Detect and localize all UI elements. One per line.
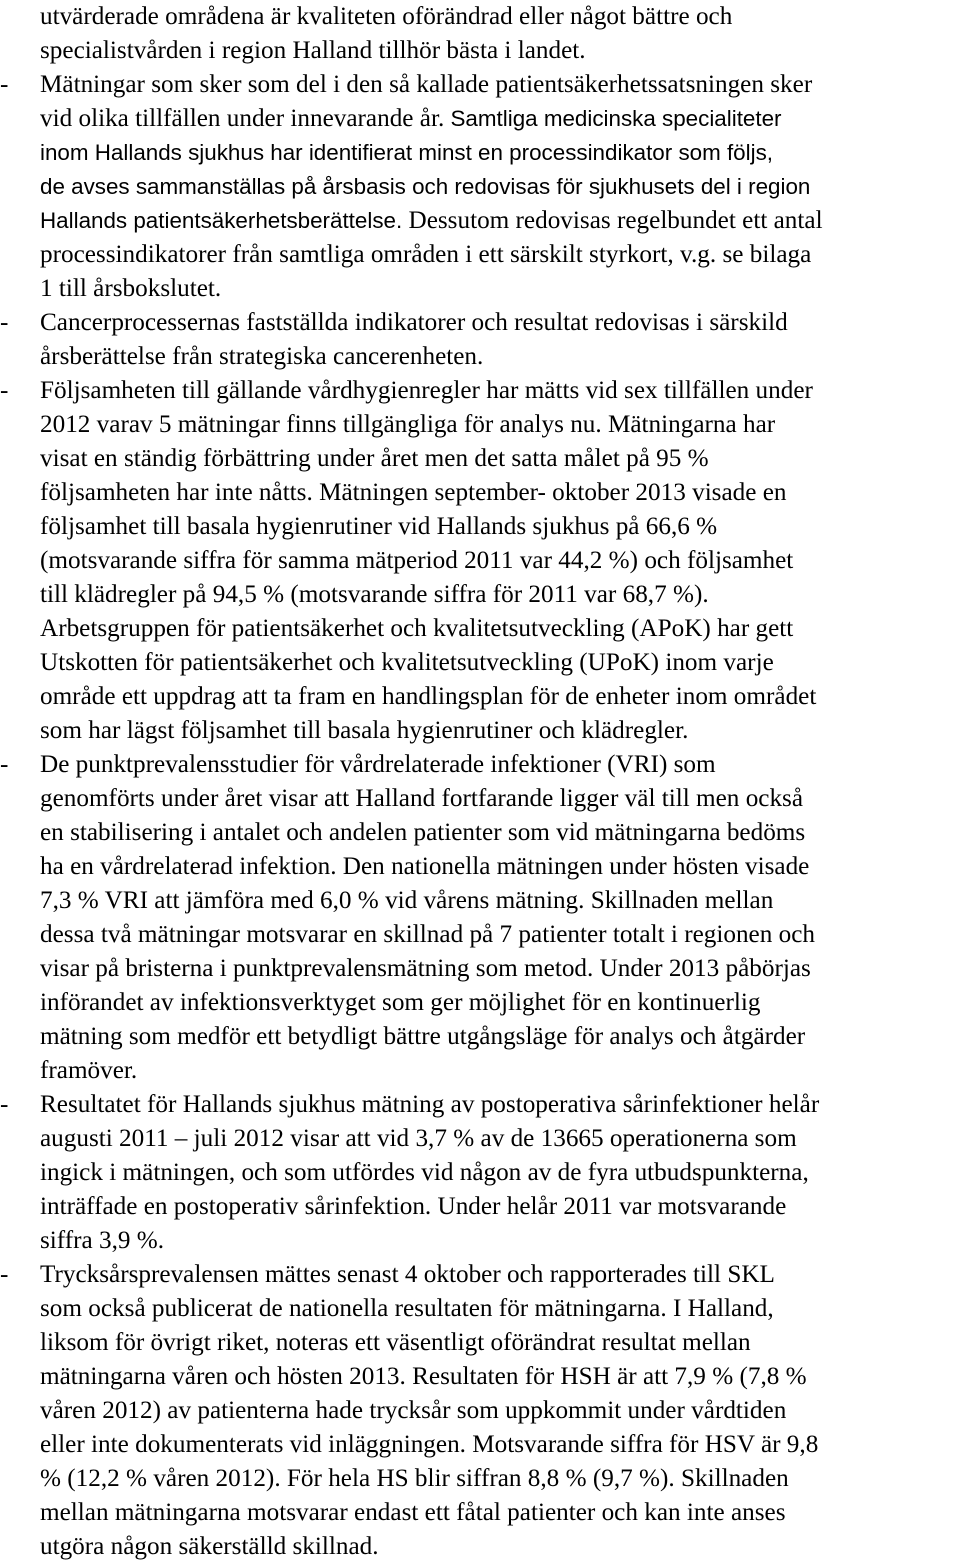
text-line: följsamheten har inte nåtts. Mätningen september- oktober 2013 visade en (40, 479, 787, 506)
text-line: 7,3 % VRI att jämföra med 6,0 % vid vårens mätning. Skillnaden mellan (40, 887, 774, 914)
text-line: visat en ständig förbättring under året men det satta målet på 95 % (40, 445, 709, 472)
text-line: ingick i mätningen, och som utfördes vid någon av de fyra utbudspunkterna, (40, 1159, 809, 1186)
text-line: som också publicerat de nationella resultaten för mätningarna. I Halland, (40, 1295, 774, 1322)
text-line: dessa två mätningar motsvarar en skillnad på 7 patienter totalt i regionen och (40, 921, 815, 948)
text-line: mätning som medför ett betydligt bättre utgångsläge för analys och åtgärder (40, 1023, 806, 1050)
text-line: Mätningar som sker som del i den så kallade patientsäkerhetssatsningen sker (40, 71, 813, 98)
text-line: inträffade en postoperativ sårinfektion. Under helår 2011 var motsvarande (40, 1193, 787, 1220)
text-line: genomförts under året visar att Halland fortfarande ligger väl till men också (40, 785, 804, 812)
text-line: Cancerprocessernas fastställda indikatorer och resultat redovisas i särskild (40, 309, 788, 336)
text-line: 1 till årsbokslutet. (40, 275, 222, 302)
text-line: område ett uppdrag att ta fram en handlingsplan för de enheter inom området (40, 683, 817, 710)
bullet-item-cancer-processes (0, 306, 960, 374)
text-line: utvärderade områdena är kvaliteten oförändrad eller något bättre och (40, 3, 733, 30)
text-line: mellan mätningarna motsvarar endast ett fåtal patienter och kan inte anses (40, 1499, 786, 1526)
text-line: årsberättelse från strategiska cancerenheten. (40, 343, 484, 370)
text-line: framöver. (40, 1057, 138, 1084)
text-line: till klädregler på 94,5 % (motsvarande siffra för 2011 var 68,7 %). (40, 581, 709, 608)
text-line: ha en vårdrelaterad infektion. Den nationella mätningen under hösten visade (40, 853, 810, 880)
text-line: införandet av infektionsverktyget som ger möjlighet för en kontinuerlig (40, 989, 761, 1016)
text-line: Resultatet för Hallands sjukhus mätning av postoperativa sårinfektioner helår (40, 1091, 820, 1118)
sans-text-segment: Samtliga medicinska specialiteter (444, 106, 782, 131)
text-line (40, 102, 956, 136)
sans-text-line: inom Hallands sjukhus har identifierat minst en processindikator som följs, (40, 140, 773, 165)
text-line: Arbetsgruppen för patientsäkerhet och kvalitetsutveckling (APoK) har gett (40, 615, 794, 642)
text-line: Trycksårsprevalensen mättes senast 4 oktober och rapporterades till SKL (40, 1261, 775, 1288)
bullet-dash: - (0, 1091, 9, 1118)
text-line: utgöra någon säkerställd skillnad. (40, 1533, 379, 1560)
sans-text-line: de avses sammanställas på årsbasis och redovisas för sjukhusets del i region (40, 174, 811, 199)
bullet-item-hygiene-compliance (0, 374, 960, 748)
text-line: mätningarna våren och hösten 2013. Resultaten för HSH är att 7,9 % (7,8 % (40, 1363, 807, 1390)
bullet-item-measurements (0, 68, 960, 306)
text-line: siffra 3,9 %. (40, 1227, 165, 1254)
bullet-dash: - (0, 751, 9, 778)
text-line: Utskotten för patientsäkerhet och kvalitetsutveckling (UPoK) inom varje (40, 649, 774, 676)
text-line: (motsvarande siffra för samma mätperiod 2011 var 44,2 %) och följsamhet (40, 547, 794, 574)
bullet-item-vri-prevalence (0, 748, 960, 1088)
text-segment: Dessutom redovisas regelbundet ett antal (402, 207, 823, 234)
text-segment: vid olika tillfällen under innevarande år. (40, 105, 445, 132)
text-line: liksom för övrigt riket, noteras ett väsentligt oförändrat resultat mellan (40, 1329, 751, 1356)
text-line: augusti 2011 – juli 2012 visar att vid 3,7 % av de 13665 operationerna som (40, 1125, 797, 1152)
bullet-dash: - (0, 71, 9, 98)
text-line: De punktprevalensstudier för vårdrelaterade infektioner (VRI) som (40, 751, 716, 778)
text-line: processindikatorer från samtliga områden i ett särskilt styrkort, v.g. se bilaga (40, 241, 812, 268)
text-line: Följsamheten till gällande vårdhygienregler har mätts vid sex tillfällen under (40, 377, 813, 404)
text-line: som har lägst följsamhet till basala hygienrutiner och klädregler. (40, 717, 689, 744)
bullet-item-pressure-ulcers (0, 1258, 960, 1564)
text-line: en stabilisering i antalet och andelen patienter som vid mätningarna bedöms (40, 819, 806, 846)
text-line: % (12,2 % våren 2012). För hela HS blir siffran 8,8 % (9,7 %). Skillnaden (40, 1465, 789, 1492)
bullet-dash: - (0, 309, 9, 336)
bullet-item-surgical-infections (0, 1088, 960, 1258)
text-line: specialistvården i region Halland tillhör bästa i landet. (40, 37, 586, 64)
text-line: eller inte dokumenterats vid inläggningen. Motsvarande siffra för HSV är 9,8 (40, 1431, 819, 1458)
text-line: 2012 varav 5 mätningar finns tillgängliga för analys nu. Mätningarna har (40, 411, 776, 438)
text-line: våren 2012) av patienterna hade trycksår som uppkommit under vårdtiden (40, 1397, 787, 1424)
continuation-paragraph (0, 0, 960, 68)
bullet-dash: - (0, 377, 9, 404)
text-line: visar på bristerna i punktprevalensmätning som metod. Under 2013 påbörjas (40, 955, 811, 982)
sans-text-segment: Hallands patientsäkerhetsberättelse. (40, 208, 403, 233)
bullet-dash: - (0, 1261, 9, 1288)
text-line (40, 204, 956, 238)
text-line: följsamhet till basala hygienrutiner vid Hallands sjukhus på 66,6 % (40, 513, 718, 540)
